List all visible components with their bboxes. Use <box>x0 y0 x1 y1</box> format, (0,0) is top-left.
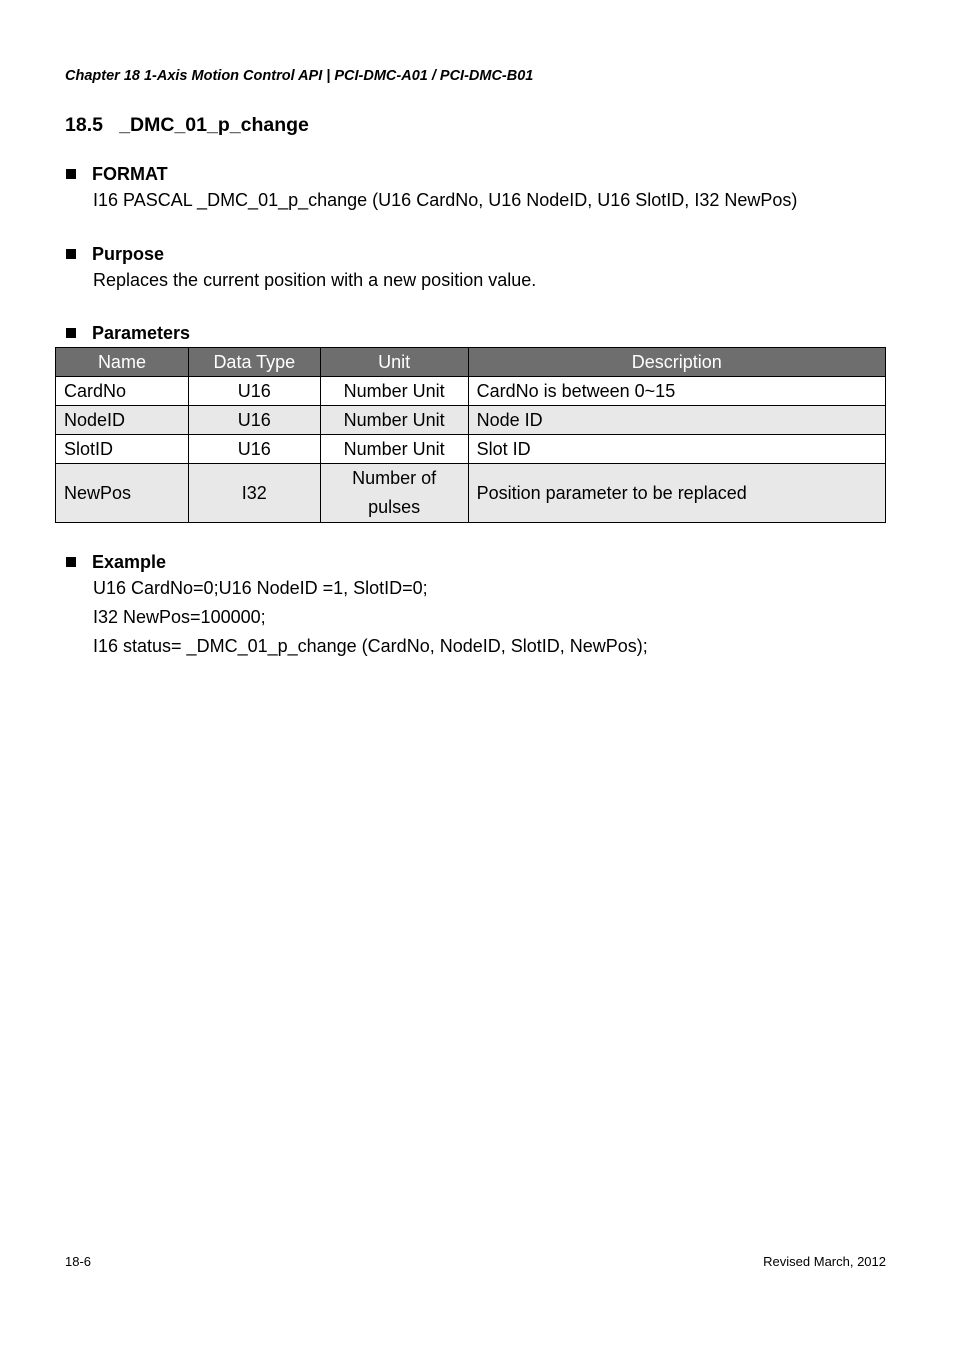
example-code-line: I32 NewPos=100000; <box>93 607 266 627</box>
format-signature: I16 PASCAL _DMC_01_p_change (U16 CardNo, U16 NodeID, U16 SlotID, I32 NewPos) <box>93 190 798 210</box>
param-description: CardNo is between 0~15 <box>468 377 885 406</box>
parameters-table <box>55 347 886 523</box>
param-description: Position parameter to be replaced <box>468 464 885 523</box>
parameters-heading-label: Parameters <box>92 322 191 343</box>
example-code-line: I16 status= _DMC_01_p_change (CardNo, NodeID, SlotID, NewPos); <box>93 636 648 656</box>
purpose-text: Replaces the current position with a new position value. <box>93 270 537 290</box>
param-description: Node ID <box>468 406 885 435</box>
example-code-line: U16 CardNo=0;U16 NodeID =1, SlotID=0; <box>93 578 428 598</box>
table-header-row <box>56 348 886 377</box>
param-type: U16 <box>188 406 320 435</box>
param-unit-line: pulses <box>368 497 421 517</box>
example-block <box>65 550 648 661</box>
bullet-square-icon <box>66 249 76 259</box>
purpose-heading <box>65 242 536 266</box>
section-title: 18.5 _DMC_01_p_change <box>65 114 309 136</box>
bullet-square-icon <box>66 169 76 179</box>
revision-date: Revised March, 2012 <box>763 1254 886 1269</box>
param-unit: Number Unit <box>320 406 468 435</box>
param-unit: Number Unit <box>320 435 468 464</box>
bullet-square-icon <box>66 557 76 567</box>
param-unit-line: Number of <box>352 468 437 488</box>
parameters-heading <box>65 321 190 345</box>
param-name: CardNo <box>56 377 189 406</box>
param-name: NodeID <box>56 406 189 435</box>
format-heading <box>65 162 797 186</box>
param-name: SlotID <box>56 435 189 464</box>
page-number: 18-6 <box>65 1254 92 1269</box>
column-header-name: Name <box>56 348 189 377</box>
purpose-block <box>65 242 536 295</box>
param-unit <box>320 464 468 523</box>
table-row <box>56 377 886 406</box>
format-heading-label: FORMAT <box>92 163 168 184</box>
table-row <box>56 464 886 523</box>
format-block <box>65 162 797 215</box>
parameters-block <box>65 321 190 345</box>
column-header-description: Description <box>468 348 885 377</box>
chapter-header: Chapter 18 1-Axis Motion Control API | PCI-DMC-A01 / PCI-DMC-B01 <box>65 68 534 84</box>
param-name: NewPos <box>56 464 189 523</box>
param-type: U16 <box>188 435 320 464</box>
bullet-square-icon <box>66 328 76 338</box>
column-header-unit: Unit <box>320 348 468 377</box>
example-heading <box>65 550 648 574</box>
purpose-heading-label: Purpose <box>92 243 165 264</box>
param-description: Slot ID <box>468 435 885 464</box>
table-row <box>56 435 886 464</box>
param-type: I32 <box>188 464 320 523</box>
param-unit: Number Unit <box>320 377 468 406</box>
example-heading-label: Example <box>92 551 167 572</box>
table-row <box>56 406 886 435</box>
param-type: U16 <box>188 377 320 406</box>
column-header-data-type: Data Type <box>188 348 320 377</box>
